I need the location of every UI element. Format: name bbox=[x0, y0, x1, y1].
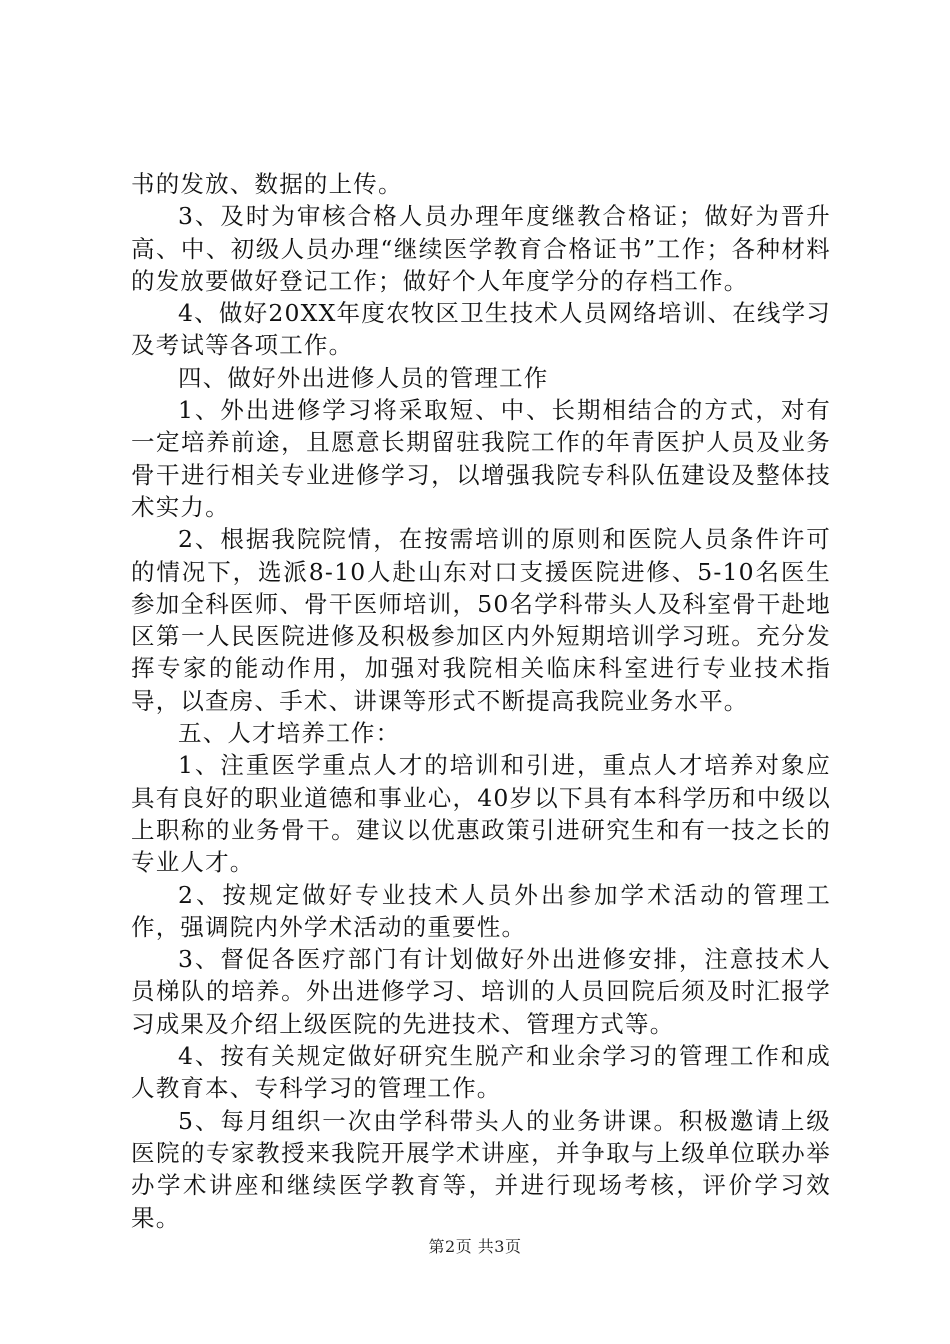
paragraph-item-4-online-training: 4、做好20XX年度农牧区卫生技术人员网络培训、在线学习及考试等各项工作。 bbox=[131, 299, 831, 360]
paragraph-talent-2: 2、按规定做好专业技术人员外出参加学术活动的管理工作，强调院内外学术活动的重要性。 bbox=[131, 880, 831, 941]
paragraph-continuation: 书的发放、数据的上传。 bbox=[131, 170, 403, 198]
paragraph-talent-5: 5、每月组织一次由学科带头人的业务讲课。积极邀请上级医院的专家教授来我院开展学术讲座，并争取与上级单位联办举办学术讲座和继续医学教育等，并进行现场考核，评价学习效果。 bbox=[131, 1106, 831, 1232]
section-heading-5: 五、人才培养工作： bbox=[178, 719, 401, 748]
document-body bbox=[131, 168, 831, 1234]
section-heading-4: 四、做好外出进修人员的管理工作 bbox=[178, 363, 549, 392]
page-number-footer: 第2页 共3页 bbox=[428, 1237, 522, 1256]
paragraph-talent-3: 3、督促各医疗部门有计划做好外出进修安排，注意技术人员梯队的培养。外出进修学习、培训的人员回院后须及时汇报学习成果及介绍上级医院的先进技术、管理方式等。 bbox=[131, 945, 831, 1038]
paragraph-talent-4: 4、按有关规定做好研究生脱产和业余学习的管理工作和成人教育本、专科学习的管理工作。 bbox=[131, 1042, 831, 1103]
paragraph-item-3-certificates: 3、及时为审核合格人员办理年度继教合格证；做好为晋升高、中、初级人员办理“继续医学教育合格证书”工作；各种材料的发放要做好登记工作；做好个人年度学分的存档工作。 bbox=[131, 202, 831, 295]
paragraph-advanced-study-1: 1、外出进修学习将采取短、中、长期相结合的方式，对有一定培养前途，且愿意长期留驻我院工作的年青医护人员及业务骨干进行相关专业进修学习，以增强我院专科队伍建设及整体技术实力。 bbox=[131, 396, 831, 521]
paragraph-advanced-study-2: 2、根据我院院情，在按需培训的原则和医院人员条件许可的情况下，选派8-10人赴山东对口支援医院进修、5-10名医生参加全科医师、骨干医师培训，50名学科带头人及科室骨干赴地区第一人民医院进修及积极参加区内外短期培训学习班。充分发挥专家的能动作用，加强对我院相关临床科室进行专业技术指导，以查房、手术、讲课等形式不断提高我院业务水平。 bbox=[131, 525, 831, 715]
paragraph-talent-1: 1、注重医学重点人才的培训和引进，重点人才培养对象应具有良好的职业道德和事业心，40岁以下具有本科学历和中级以上职称的业务骨干。建议以优惠政策引进研究生和有一技之长的专业人才。 bbox=[131, 751, 831, 877]
